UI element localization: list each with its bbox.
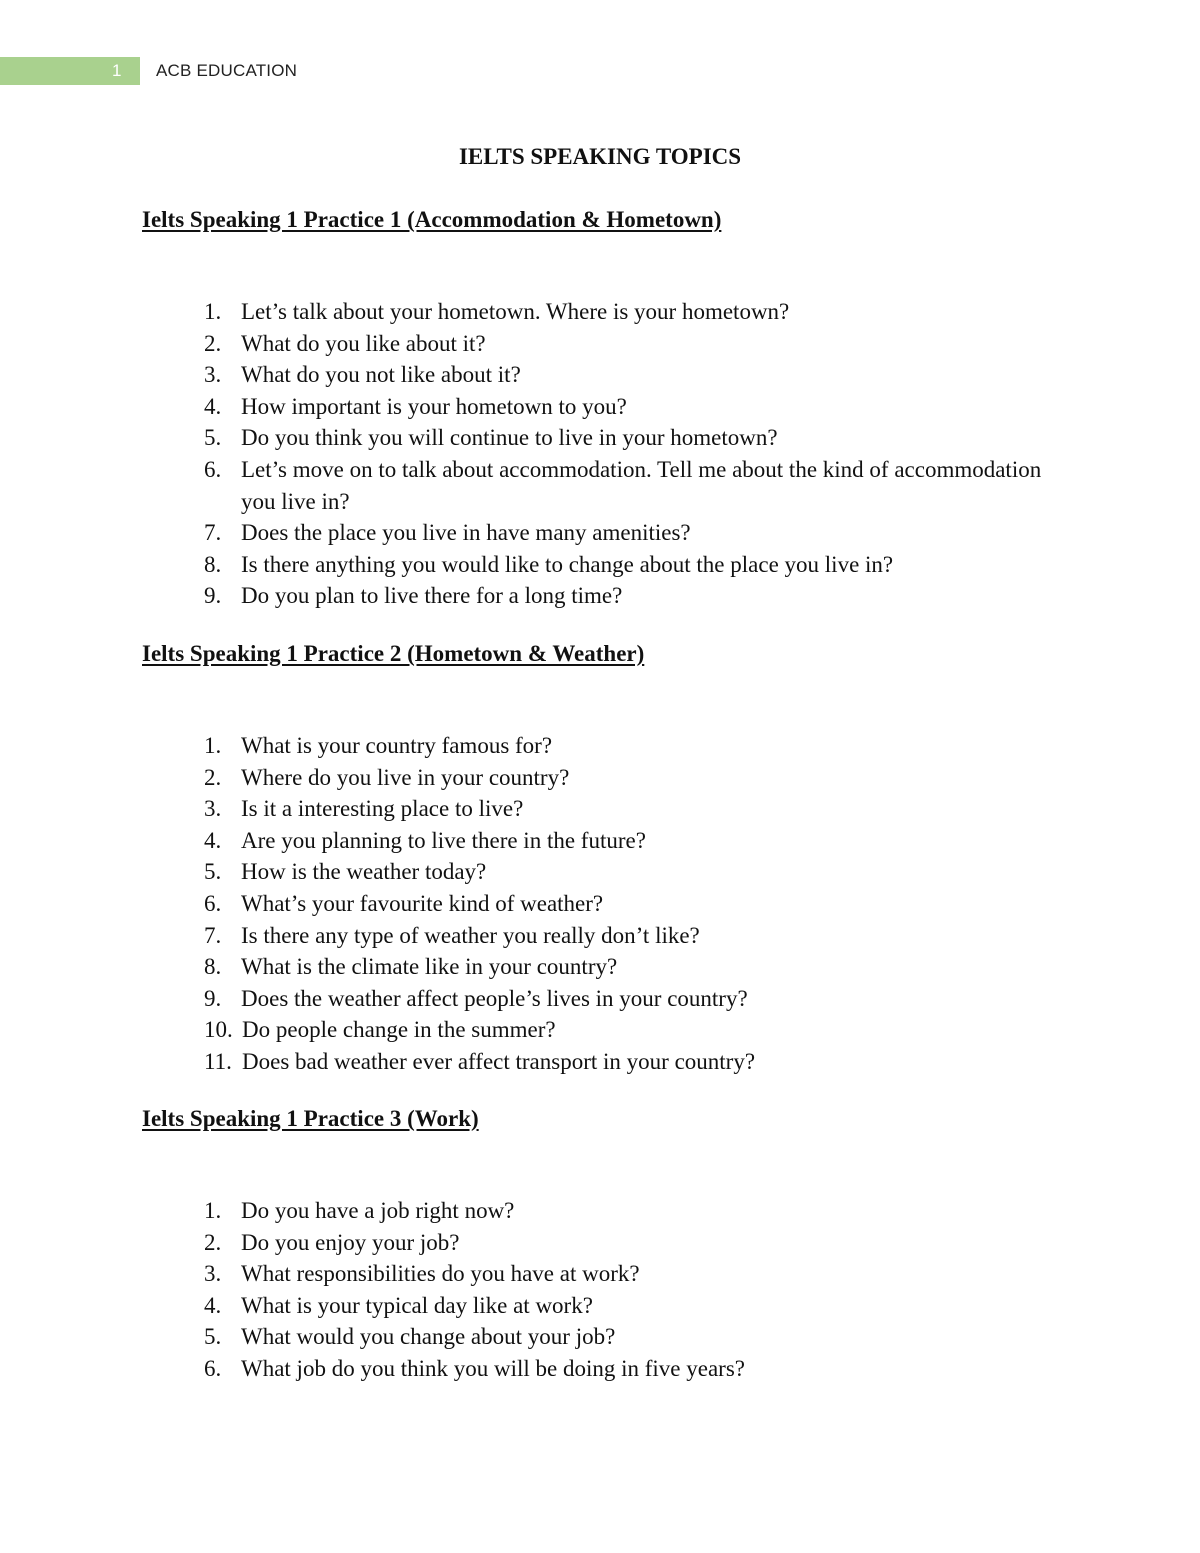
question-item	[204, 793, 1064, 825]
question-text: Do you plan to live there for a long time?	[241, 583, 623, 609]
question-number: 8.	[204, 954, 222, 980]
question-text: What is the climate like in your country?	[241, 954, 618, 980]
question-number: 11.	[204, 1048, 232, 1074]
document-title: IELTS SPEAKING TOPICS	[458, 144, 742, 169]
question-item	[204, 920, 1064, 952]
section-heading-practice-3: Ielts Speaking 1 Practice 3 (Work)	[142, 1106, 479, 1131]
question-number: 2.	[204, 330, 222, 356]
question-item	[204, 1353, 1064, 1385]
question-text: Do you have a job right now?	[241, 1198, 515, 1223]
question-number: 10.	[204, 1017, 233, 1043]
question-item	[204, 1014, 1064, 1046]
question-number: 4.	[204, 393, 222, 419]
question-number: 6.	[204, 890, 222, 916]
question-number: 1.	[204, 733, 222, 758]
question-item	[204, 1046, 1064, 1078]
question-item	[204, 580, 1064, 612]
question-number: 9.	[204, 985, 222, 1011]
question-number: 6.	[204, 456, 222, 482]
question-text: Where do you live in your country?	[241, 764, 570, 790]
question-text: What is your typical day like at work?	[241, 1292, 593, 1318]
question-number: 2.	[204, 764, 222, 790]
question-text: What’s your favourite kind of weather?	[241, 890, 604, 916]
question-list-practice-1	[204, 296, 1064, 612]
question-text: How important is your hometown to you?	[241, 393, 627, 419]
question-number: 8.	[204, 551, 222, 577]
question-item	[204, 359, 1064, 391]
question-item	[204, 888, 1064, 920]
question-item	[204, 762, 1064, 794]
question-item	[204, 422, 1064, 454]
question-item	[204, 730, 1064, 762]
question-text: What job do you think you will be doing in five years?	[241, 1355, 745, 1381]
question-item	[204, 517, 1064, 549]
question-item	[204, 328, 1064, 360]
question-text: Do people change in the summer?	[242, 1017, 556, 1043]
question-item	[204, 951, 1064, 983]
question-item	[204, 1195, 1064, 1227]
question-item	[204, 856, 1064, 888]
question-list-practice-2	[204, 730, 1064, 1078]
question-number: 3.	[204, 796, 222, 822]
question-item	[204, 296, 1064, 328]
question-number: 3.	[204, 362, 222, 388]
page-number: 1	[112, 61, 122, 80]
question-number: 4.	[204, 827, 222, 853]
question-text: How is the weather today?	[241, 859, 487, 885]
question-text: What do you like about it?	[241, 330, 486, 356]
question-number: 2.	[204, 1229, 222, 1255]
question-number: 9.	[204, 583, 222, 609]
question-text: What do you not like about it?	[241, 362, 521, 388]
question-text: Is there anything you would like to change about the place you live in?	[241, 551, 894, 577]
question-item	[204, 1321, 1064, 1353]
question-item	[204, 1258, 1064, 1290]
question-item	[204, 1227, 1064, 1259]
question-text: Is it a interesting place to live?	[241, 796, 524, 822]
question-text: Let’s talk about your hometown. Where is your hometown?	[241, 299, 790, 324]
question-text: Are you planning to live there in the future?	[241, 827, 646, 853]
question-text: Let’s move on to talk about accommodation. Tell me about the kind of accommodation you live in?	[241, 456, 1042, 514]
question-item	[204, 1290, 1064, 1322]
question-text: Is there any type of weather you really don’t like?	[241, 922, 700, 948]
question-text: What is your country famous for?	[241, 733, 553, 758]
section-heading-practice-1: Ielts Speaking 1 Practice 1 (Accommodation & Hometown)	[142, 207, 722, 232]
question-text: Do you think you will continue to live in your hometown?	[241, 425, 778, 451]
question-text: Does bad weather ever affect transport in your country?	[242, 1048, 756, 1074]
question-text: Do you enjoy your job?	[241, 1229, 460, 1255]
question-number: 7.	[204, 922, 222, 948]
question-number: 6.	[204, 1355, 222, 1381]
question-number: 5.	[204, 859, 222, 885]
question-item	[204, 454, 1064, 517]
question-text: What would you change about your job?	[241, 1324, 616, 1350]
question-text: Does the weather affect people’s lives in your country?	[241, 985, 748, 1011]
question-number: 7.	[204, 520, 222, 546]
question-item	[204, 549, 1064, 581]
section-heading-practice-2: Ielts Speaking 1 Practice 2 (Hometown & Weather)	[142, 641, 645, 666]
question-number: 5.	[204, 425, 222, 451]
question-list-practice-3	[204, 1195, 1064, 1385]
organization-name: ACB EDUCATION	[156, 61, 298, 80]
question-number: 1.	[204, 299, 222, 324]
question-number: 1.	[204, 1198, 222, 1223]
question-item	[204, 983, 1064, 1015]
question-text: Does the place you live in have many amenities?	[241, 520, 691, 546]
question-number: 4.	[204, 1292, 222, 1318]
question-item	[204, 825, 1064, 857]
question-item	[204, 391, 1064, 423]
question-text: What responsibilities do you have at work?	[241, 1261, 640, 1287]
question-number: 3.	[204, 1261, 222, 1287]
question-number: 5.	[204, 1324, 222, 1350]
